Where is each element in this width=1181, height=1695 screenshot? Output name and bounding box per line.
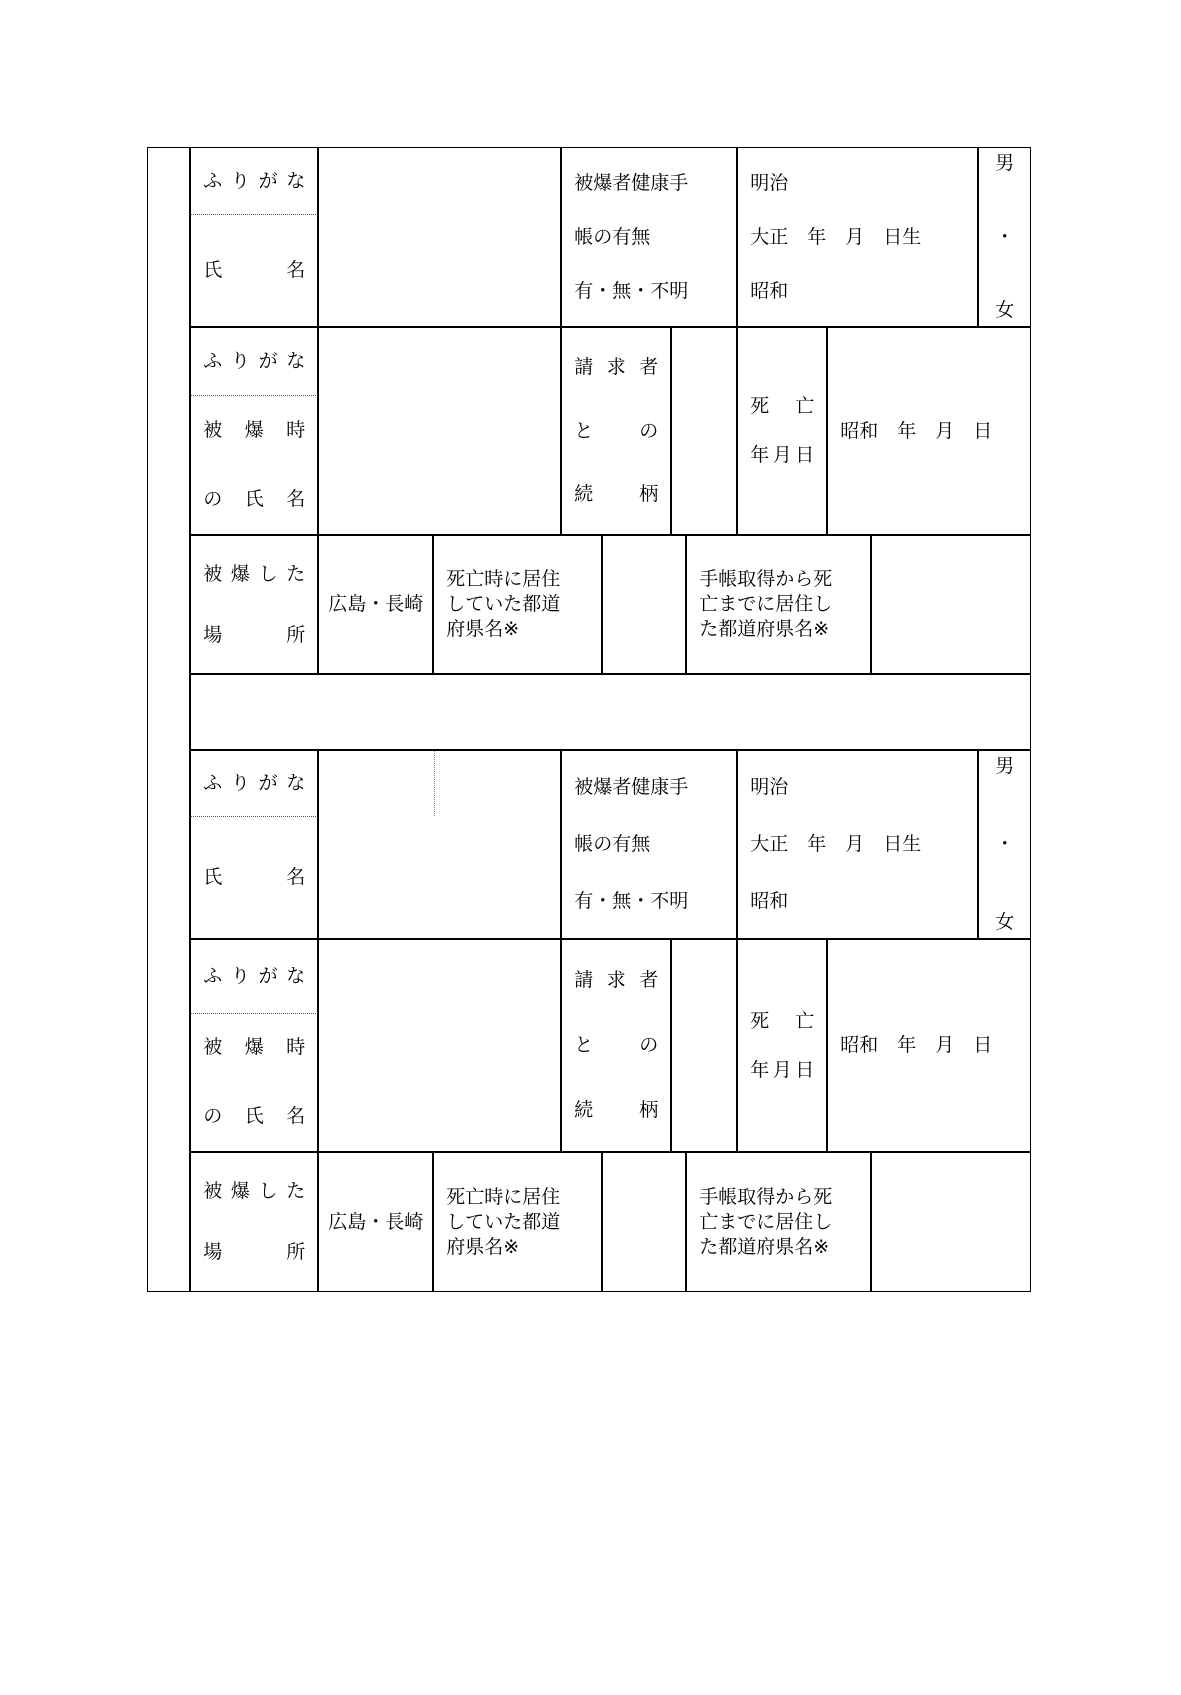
relation-input[interactable] [671, 939, 737, 1152]
relation-label: との [574, 419, 659, 442]
pref-since-label: 亡までに居住し [699, 1210, 833, 1233]
city-options: 広島・長崎 [328, 593, 424, 616]
techo-text: 被爆者健康手 [574, 171, 689, 194]
place-label: 被爆した [203, 563, 306, 585]
place-label: 被爆した [203, 1180, 306, 1203]
name-label: 氏名 [203, 865, 306, 888]
furigana-label: ふりがな [203, 965, 306, 988]
pref-death-label-cell [433, 535, 602, 674]
pref-death-input[interactable] [602, 535, 686, 674]
hibaku-name-label-cell [190, 939, 318, 1152]
techo-text: 帳の有無 [574, 833, 651, 856]
techo-cell [561, 750, 737, 939]
furigana-label: ふりがな [203, 169, 306, 192]
death-date-text: 昭和 年 月 日 [840, 1034, 993, 1057]
relation-input[interactable] [671, 327, 737, 535]
relation-label: との [574, 1034, 659, 1057]
death-date-input[interactable] [827, 327, 1031, 535]
name-input[interactable] [318, 147, 561, 327]
gender-option: 女 [995, 911, 1015, 934]
pref-since-label: 手帳取得から死 [699, 1185, 833, 1208]
birth-date-cell[interactable] [737, 147, 978, 327]
death-date-label-cell [737, 939, 827, 1152]
relation-label: 請求者 [574, 969, 659, 992]
pref-since-label: 手帳取得から死 [699, 568, 833, 591]
gender-option: 男 [995, 152, 1015, 175]
birth-date-cell[interactable] [737, 750, 978, 939]
pref-since-label: 亡までに居住し [699, 593, 833, 616]
death-date-label: 死亡 [750, 395, 815, 418]
city-options: 広島・長崎 [328, 1210, 424, 1233]
name-label: 氏名 [203, 258, 306, 281]
death-date-label-cell [737, 327, 827, 535]
hibaku-name-label: の氏名 [203, 1105, 306, 1128]
pref-death-label: していた都道 [446, 1210, 561, 1233]
birth-era-option: 明治 [750, 776, 789, 799]
separator-row [190, 674, 1031, 750]
place-label: 場所 [203, 1241, 306, 1264]
pref-death-label-cell [433, 1152, 602, 1292]
death-date-label: 年月日 [750, 444, 815, 467]
pref-since-label-cell [686, 1152, 871, 1292]
furigana-divider [191, 816, 316, 817]
pref-death-label: 死亡時に居住 [446, 568, 561, 591]
pref-since-input[interactable] [871, 535, 1031, 674]
hibaku-name-input[interactable] [318, 939, 561, 1152]
gender-option: 女 [995, 299, 1015, 322]
death-date-label: 年月日 [750, 1058, 815, 1081]
place-label-cell [190, 535, 318, 674]
birth-era-option: 明治 [750, 171, 789, 194]
birth-era-option: 昭和 [750, 890, 789, 913]
techo-text: 有・無・不明 [574, 279, 689, 302]
city-option-cell[interactable] [318, 1152, 433, 1292]
place-label: 場所 [203, 623, 306, 646]
name-input[interactable] [318, 750, 561, 939]
birth-era-option: 大正 年 月 日生 [750, 833, 922, 856]
gender-option: 男 [995, 755, 1015, 778]
pref-death-label: 府県名※ [446, 618, 520, 641]
left-margin-column [147, 147, 190, 1292]
gender-option: ・ [995, 225, 1015, 248]
techo-cell [561, 147, 737, 327]
relation-label-cell [561, 327, 671, 535]
gender-option: ・ [995, 833, 1015, 856]
hibaku-name-label: の氏名 [203, 488, 306, 510]
hibaku-name-label: 被爆時 [203, 1036, 306, 1059]
techo-text: 有・無・不明 [574, 890, 689, 913]
furigana-divider [191, 214, 316, 215]
birth-era-option: 昭和 [750, 279, 789, 302]
techo-text: 被爆者健康手 [574, 776, 689, 799]
death-date-label: 死亡 [750, 1009, 815, 1032]
birth-era-option: 大正 年 月 日生 [750, 225, 922, 248]
place-label-cell [190, 1152, 318, 1292]
pref-death-label: 府県名※ [446, 1235, 520, 1258]
pref-since-label-cell [686, 535, 871, 674]
relation-label: 続柄 [574, 483, 659, 506]
name-label-cell [190, 750, 318, 939]
pref-death-label: していた都道 [446, 593, 561, 616]
gender-cell[interactable] [978, 147, 1031, 327]
hibaku-name-label-cell [190, 327, 318, 535]
furigana-label: ふりがな [203, 772, 306, 795]
relation-label-cell [561, 939, 671, 1152]
pref-death-label: 死亡時に居住 [446, 1185, 561, 1208]
city-option-cell[interactable] [318, 535, 433, 674]
pref-since-label: た都道府県名※ [699, 618, 830, 641]
furigana-label: ふりがな [203, 350, 306, 373]
hibaku-name-input[interactable] [318, 327, 561, 535]
gender-cell[interactable] [978, 750, 1031, 939]
techo-text: 帳の有無 [574, 225, 651, 248]
relation-label: 請求者 [574, 356, 659, 379]
pref-since-input[interactable] [871, 1152, 1031, 1292]
hibaku-name-label: 被爆時 [203, 418, 306, 441]
pref-death-input[interactable] [602, 1152, 686, 1292]
relation-label: 続柄 [574, 1099, 659, 1122]
furigana-divider [191, 395, 316, 396]
death-date-text: 昭和 年 月 日 [840, 419, 993, 442]
death-date-input[interactable] [827, 939, 1031, 1152]
pref-since-label: た都道府県名※ [699, 1235, 830, 1258]
furigana-divider [191, 1013, 316, 1014]
furigana-input-divider [434, 751, 435, 816]
name-label-cell [190, 147, 318, 327]
